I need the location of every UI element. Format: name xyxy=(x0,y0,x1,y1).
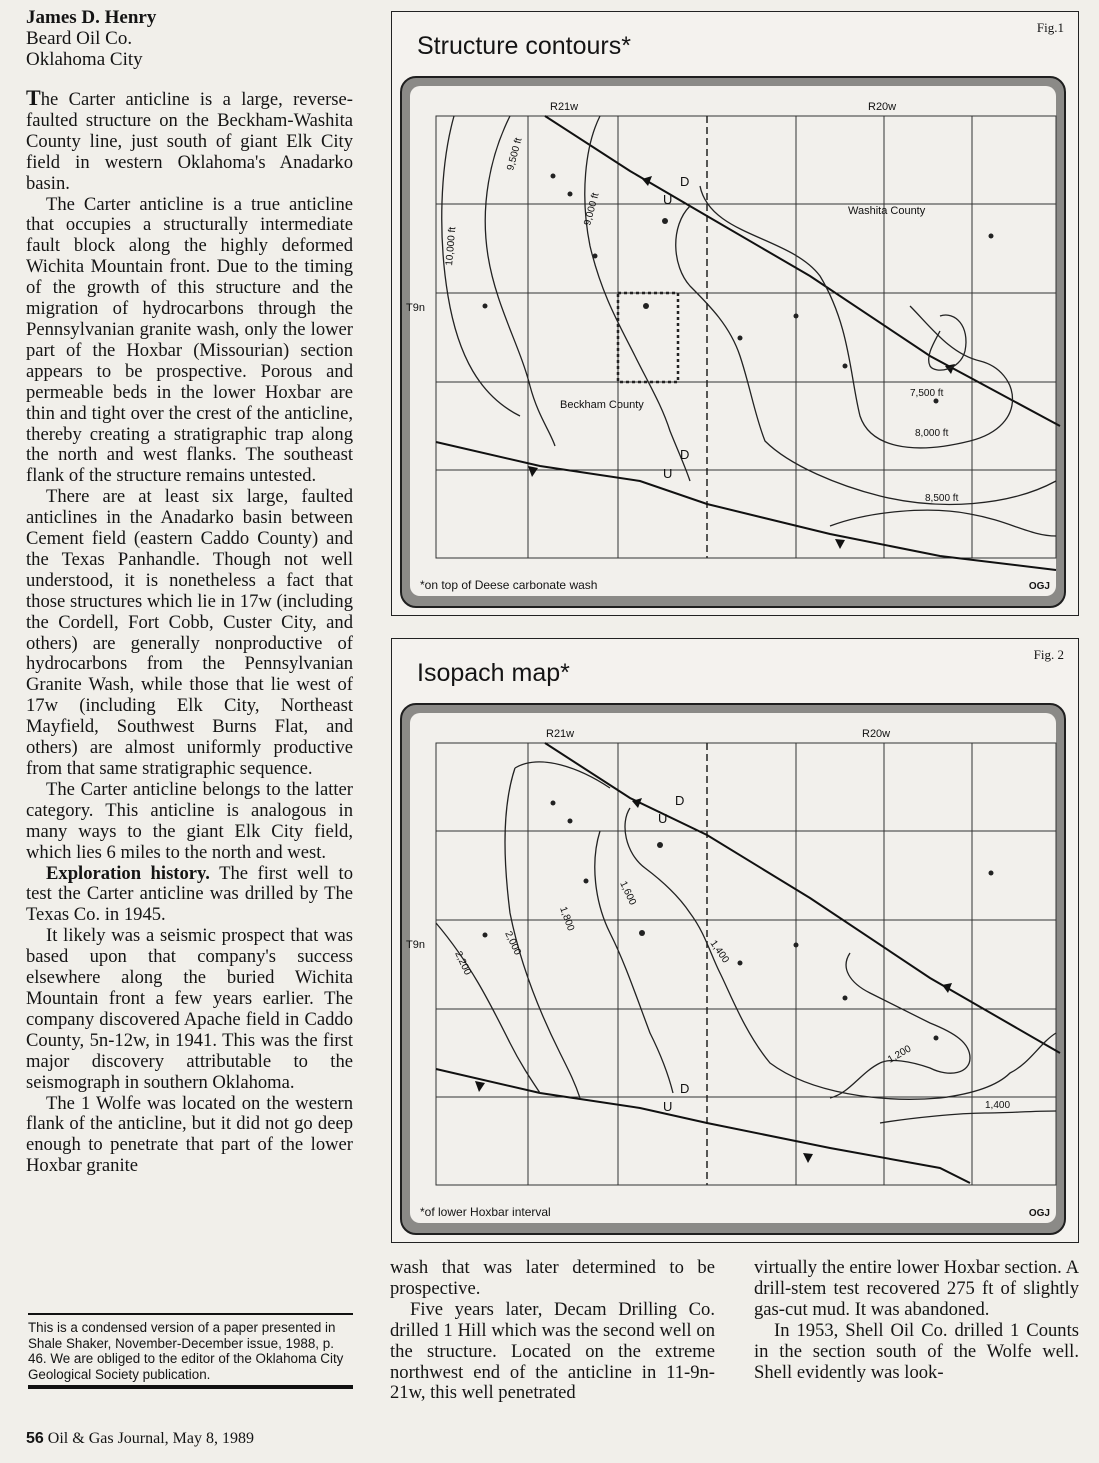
township-label: T9n xyxy=(406,939,425,951)
paragraph: In 1953, Shell Oil Co. drilled 1 Counts in the section south of the Wolfe well. Shell evidently was look- xyxy=(754,1319,1079,1383)
paragraph: The Carter anticline is a true anticline that occupies a structurally intermediate fault block along the highly deformed Wichita Mountain front. Due to the timing of the growth of this structure and the migration of hydrocarbons through the Pennsylvanian granite wash, only the lower part of the Hoxbar (Missourian) section appears to be prospective. Porous and permeable beds in the lower Hoxbar are thin and tight over the crest of the anticline, thereby creating a stratigraphic trap along the north and west flanks. The southeast flank of the structure remains untested. xyxy=(26,193,353,487)
contour-lines xyxy=(436,762,1056,1123)
section-grid xyxy=(436,743,1056,1185)
faults xyxy=(436,743,1060,1183)
figure-label: Fig.1 xyxy=(1036,20,1064,35)
section-grid xyxy=(436,116,1056,558)
contour-label: 9,500 ft xyxy=(505,136,525,172)
structure-map xyxy=(406,86,1060,596)
downthrown-label: D xyxy=(680,447,690,462)
upthrown-label: U xyxy=(663,1099,673,1114)
map-panel xyxy=(406,86,1056,596)
author-company: Beard Oil Co. xyxy=(26,28,133,49)
map-frame xyxy=(400,703,1066,1235)
footnote-rule xyxy=(28,1385,353,1389)
county-label: Washita County xyxy=(848,205,926,217)
contour-label: 8,000 ft xyxy=(915,428,949,439)
paragraph: The Carter anticline belongs to the latter category. This anticline is analogous in many ways to the giant Elk City field, which lies 6 miles to the north and west. xyxy=(26,778,353,863)
range-label: R20w xyxy=(862,728,891,740)
section-subhead: Exploration history. xyxy=(46,862,210,884)
map-note: *of lower Hoxbar interval xyxy=(420,1205,551,1219)
contour-label: 1,200 xyxy=(886,1043,914,1066)
paragraph-text: The first well to test the Carter anticline was drilled by The Texas Co. in 1945. xyxy=(26,862,353,926)
downthrown-label: D xyxy=(680,174,690,189)
contour-label: 1,600 xyxy=(617,879,638,907)
figure-structure-contours xyxy=(391,11,1079,616)
map-frame xyxy=(400,76,1066,608)
paragraph: There are at least six large, faulted anticlines in the Anadarko basin between Cement field (eastern Caddo County) and the Texas Panhandle. Though not well understood, it is nonetheless a fact that those structures which lie in 17w (including the Cordell, Fort Cobb, Custer City, and others) are generally nonproductive of hydrocarbons from the Pennsylvanian Granite Wash, while those that lie west of 17w (including Elk City, Northeast Mayfield, Southwest Burns Flat, and others) are almost uniformly productive from that same stratigraphic sequence. xyxy=(26,486,353,779)
paragraph: The 1 Wolfe was located on the western flank of the anticline, but it did not go deep enough to penetrate that part of the lower Hoxbar granite xyxy=(26,1092,353,1177)
paragraph: It likely was a seismic prospect that was based upon that company's success elsewhere along the buried Wichita Mountain front a few years earlier. The company discovered Apache field in Caddo County, 5n-12w, in 1941. This was the first major discovery attributable to the seismograph in southern Oklahoma. xyxy=(26,925,353,1093)
map-note: *on top of Deese carbonate wash xyxy=(420,578,598,592)
upthrown-label: U xyxy=(663,466,673,481)
paragraph xyxy=(26,864,353,927)
figure-title: Structure contours* xyxy=(417,32,631,60)
fault-teeth xyxy=(475,798,952,1163)
journal-info: Oil & Gas Journal, May 8, 1989 xyxy=(47,1430,254,1447)
range-label: R21w xyxy=(550,101,579,113)
drop-cap: T xyxy=(26,85,41,110)
article-column-3 xyxy=(754,1258,1079,1383)
author-name: James D. Henry xyxy=(26,7,157,28)
range-label: R20w xyxy=(868,101,897,113)
figure-isopach-map xyxy=(391,638,1079,1243)
article-column-2 xyxy=(390,1258,715,1404)
isopach-map xyxy=(406,713,1060,1223)
downthrown-label: D xyxy=(675,793,685,808)
upthrown-label: U xyxy=(658,811,668,826)
author-block xyxy=(26,7,356,70)
township-label: T9n xyxy=(406,302,425,314)
range-label: R21w xyxy=(546,728,575,740)
author-city: Oklahoma City xyxy=(26,49,143,70)
paragraph-text: he Carter anticline is a large, reverse-faulted structure on the Beckham-Washita County line, just south of giant Elk City field in western Oklahoma's Anadarko basin. xyxy=(26,89,353,194)
contour-label: 1,400 xyxy=(707,938,731,966)
paragraph: wash that was later determined to be prospective. xyxy=(390,1257,715,1299)
figure-title: Isopach map* xyxy=(417,659,570,687)
page-number: 56 xyxy=(26,1430,44,1447)
county-label: Beckham County xyxy=(560,399,644,411)
page-footer xyxy=(26,1430,254,1448)
contour-label: 1,400 xyxy=(985,1100,1011,1111)
map-panel xyxy=(406,713,1056,1223)
article-column-1 xyxy=(26,85,353,1177)
credit-label: OGJ xyxy=(1028,581,1050,592)
figure-label: Fig. 2 xyxy=(1033,647,1064,662)
paragraph: Five years later, Decam Drilling Co. drilled 1 Hill which was the second well on the structure. Located on the extreme northwest end of the anticline in 11-9n-21w, this well penetrated xyxy=(390,1298,715,1404)
contour-label: 1,800 xyxy=(557,905,577,933)
contour-label: 9,000 ft xyxy=(582,191,602,227)
contour-label: 7,500 ft xyxy=(910,388,944,399)
paragraph: virtually the entire lower Hoxbar section. A drill-stem test recovered 275 ft of slightly gas-cut mud. It was abandoned. xyxy=(754,1257,1079,1320)
upthrown-label: U xyxy=(663,192,673,207)
paragraph xyxy=(26,85,353,195)
contour-label: 10,000 ft xyxy=(444,226,459,267)
contour-label: 2,000 xyxy=(502,929,523,957)
footnote: This is a condensed version of a paper presented in Shale Shaker, November-December issue, 1988, p. 46. We are obliged to the editor of the Oklahoma City Geological Society publication. xyxy=(28,1313,353,1382)
contour-label: 8,500 ft xyxy=(925,493,959,504)
contour-label: 2,200 xyxy=(452,949,473,977)
downthrown-label: D xyxy=(680,1081,690,1096)
credit-label: OGJ xyxy=(1028,1208,1050,1219)
